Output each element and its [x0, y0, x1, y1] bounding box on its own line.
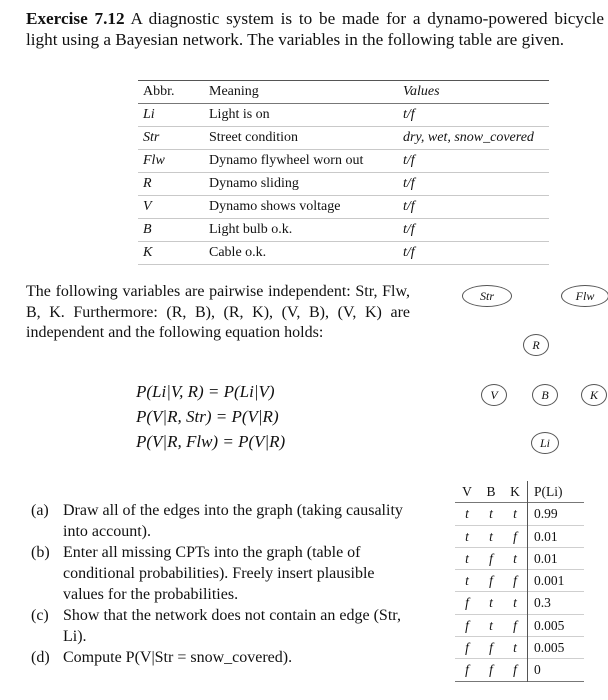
node-v: V	[481, 384, 507, 406]
cpt-b: f	[489, 573, 493, 589]
table-row	[138, 150, 549, 173]
header-meaning: Meaning	[209, 84, 259, 99]
row-values: dry, wet, snow_covered	[403, 130, 534, 145]
equation-2: P(V|R, Str) = P(V|R)	[136, 407, 279, 426]
row-values: t/f	[403, 153, 415, 168]
row-meaning: Street condition	[209, 130, 299, 145]
cpt-k: f	[503, 659, 528, 681]
cpt-k: t	[503, 592, 528, 614]
row-values: t/f	[403, 222, 415, 237]
cpt-v: f	[465, 662, 469, 678]
node-str: Str	[462, 285, 512, 307]
row-abbr: Str	[143, 130, 160, 145]
row-meaning: Dynamo sliding	[209, 176, 299, 191]
row-abbr: R	[143, 176, 152, 191]
cpt-k: f	[503, 525, 528, 547]
cpt-v: f	[465, 617, 469, 633]
node-r: R	[523, 334, 549, 356]
task-c	[26, 605, 410, 647]
task-label: (b)	[31, 544, 50, 561]
task-text: Enter all missing CPTs into the graph (table of conditional probabilities). Freely insert plausible values for the probabilities.	[63, 544, 375, 603]
row-meaning: Cable o.k.	[209, 245, 267, 260]
table-row	[455, 547, 584, 569]
header-abbr: Abbr.	[143, 84, 175, 99]
table-row	[138, 127, 549, 150]
task-label: (a)	[31, 502, 49, 519]
cpt-p: 0	[534, 662, 541, 678]
row-abbr: B	[143, 222, 152, 237]
task-d	[26, 647, 410, 668]
cpt-p: 0.01	[534, 550, 558, 566]
cpt-header-p: P(Li)	[534, 484, 563, 499]
cpt-k: f	[503, 570, 528, 592]
table-row	[138, 196, 549, 219]
equation-3: P(V|R, Flw) = P(V|R)	[136, 432, 286, 451]
cpt-header-b: B	[486, 484, 496, 499]
task-text: Draw all of the edges into the graph (taking causality into account).	[63, 502, 403, 540]
cpt-b: t	[489, 506, 493, 522]
cpt-p: 0.3	[534, 595, 551, 611]
task-a	[26, 500, 410, 542]
node-flw: Flw	[561, 285, 608, 307]
table-row	[138, 104, 549, 127]
table-row	[455, 525, 584, 547]
row-meaning: Light bulb o.k.	[209, 222, 293, 237]
header-values: Values	[403, 84, 440, 99]
task-list	[26, 500, 410, 668]
node-k: K	[581, 384, 607, 406]
cpt-v: f	[465, 595, 469, 611]
task-b	[26, 542, 410, 605]
cpt-header	[455, 481, 584, 503]
table-row	[138, 219, 549, 242]
cpt-p: 0.001	[534, 573, 565, 589]
row-values: t/f	[403, 245, 415, 260]
exercise-heading	[26, 8, 604, 50]
row-abbr: K	[143, 245, 153, 260]
table-row	[455, 570, 584, 592]
cpt-k: t	[503, 637, 528, 659]
row-values: t/f	[403, 107, 415, 122]
cpt-v: t	[465, 528, 469, 544]
cpt-header-v: V	[462, 484, 472, 499]
task-text: Show that the network does not contain an edge (Str, Li).	[63, 607, 401, 645]
table-row	[138, 242, 549, 265]
independence-text: The following variables are pairwise independent: Str, Flw, B, K. Furthermore: (R, B), (R, K), (V, B), (V, K) are independent and the following equation holds:	[26, 283, 410, 341]
node-b: B	[532, 384, 558, 406]
cpt-header-k: K	[503, 481, 528, 503]
exercise-intro: A diagnostic system is to be made for a dynamo-powered bicycle light using a Bayesian network. The variables in the following table are given.	[26, 9, 604, 49]
cpt-k: f	[503, 614, 528, 636]
cpt-v: t	[465, 506, 469, 522]
cpt-b: t	[489, 595, 493, 611]
exercise-label: Exercise 7.12	[26, 9, 125, 28]
task-text: Compute P(V|Str = snow_covered).	[63, 649, 293, 666]
table-row	[455, 503, 584, 525]
equation-1: P(Li|V, R) = P(Li|V)	[136, 382, 275, 401]
table-row	[455, 659, 584, 681]
cpt-k: t	[503, 503, 528, 525]
cpt-b: t	[489, 528, 493, 544]
cpt-p: 0.01	[534, 528, 558, 544]
task-label: (d)	[31, 649, 50, 666]
table-row	[455, 637, 584, 659]
cpt-p: 0.005	[534, 617, 565, 633]
row-values: t/f	[403, 199, 415, 214]
variables-table-header	[138, 81, 549, 104]
cpt-v: t	[465, 573, 469, 589]
cpt-b: f	[489, 550, 493, 566]
row-meaning: Light is on	[209, 107, 270, 122]
row-abbr: Flw	[143, 153, 165, 168]
variables-table	[138, 80, 549, 265]
cpt-p: 0.99	[534, 506, 558, 522]
cpt-p: 0.005	[534, 640, 565, 656]
cpt-k: t	[503, 547, 528, 569]
table-row	[455, 614, 584, 636]
table-row	[455, 592, 584, 614]
cpt-b: t	[489, 617, 493, 633]
row-abbr: V	[143, 199, 152, 214]
row-meaning: Dynamo shows voltage	[209, 199, 341, 214]
table-row	[138, 173, 549, 196]
node-li: Li	[531, 432, 559, 454]
row-meaning: Dynamo flywheel worn out	[209, 153, 364, 168]
task-label: (c)	[31, 607, 49, 624]
cpt-v: t	[465, 550, 469, 566]
row-abbr: Li	[143, 107, 155, 122]
cpt-b: f	[489, 640, 493, 656]
cpt-v: f	[465, 640, 469, 656]
row-values: t/f	[403, 176, 415, 191]
cpt-li-table	[455, 481, 584, 682]
cpt-b: f	[489, 662, 493, 678]
